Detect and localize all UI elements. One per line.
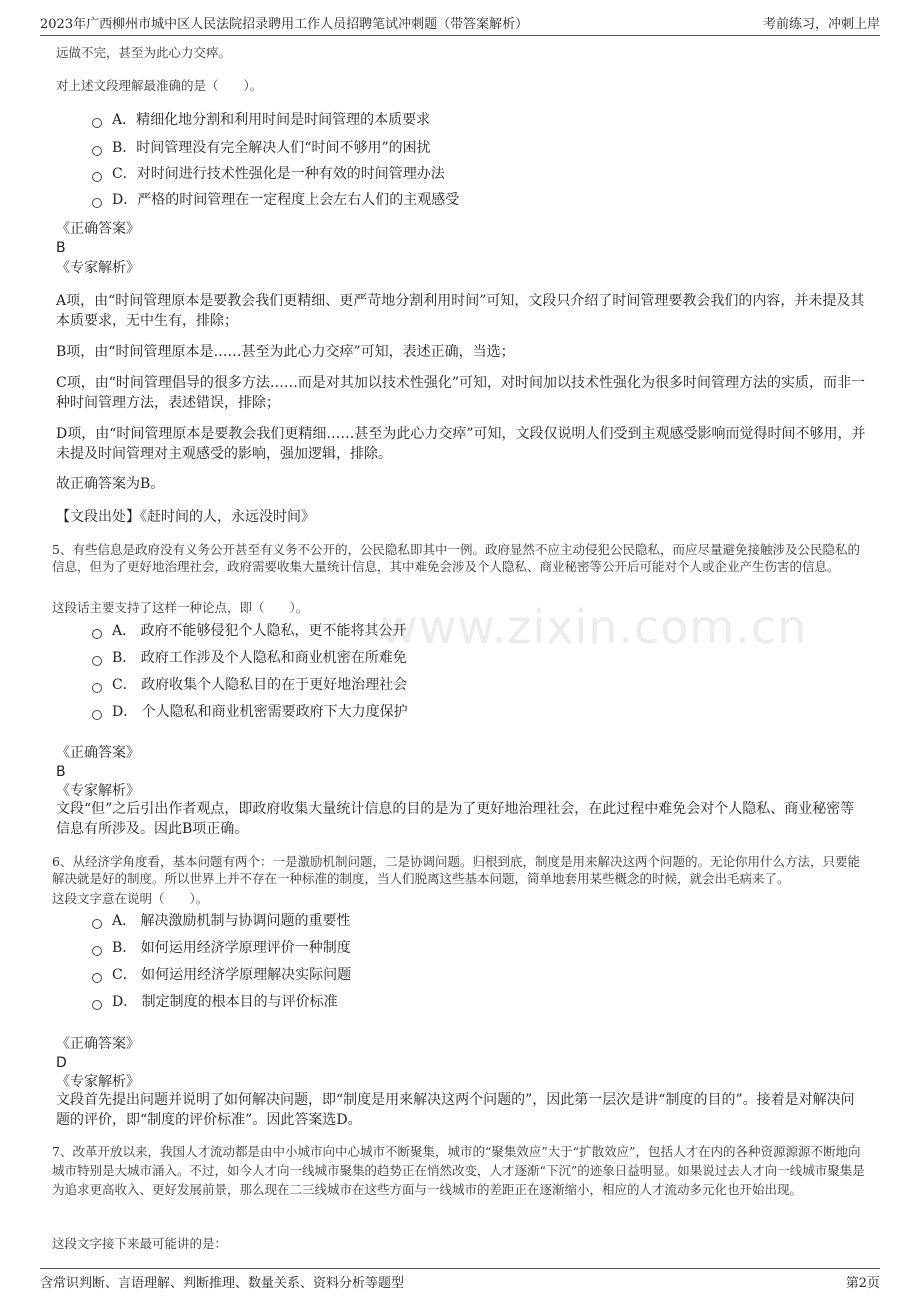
q4-stem-tail: 远做不完，甚至为此心力交瘁。 <box>56 45 232 60</box>
q4-option-a[interactable]: A．精细化地分割和利用时间是时间管理的本质要求 <box>92 110 430 130</box>
radio-icon[interactable] <box>92 919 102 929</box>
q4-option-b[interactable]: B．时间管理没有完全解决人们“时间不够用”的困扰 <box>92 138 431 158</box>
q5-analysis: 文段“但”之后引出作者观点，即政府收集大量统计信息的目的是为了更好地治理社会，在此过程中难免会对个人隐私、商业秘密等信息有所涉及。因此B项正确。 <box>56 801 855 837</box>
q5-analysis-label: 《专家解析》 <box>56 783 140 799</box>
radio-icon[interactable] <box>92 710 102 720</box>
q4-question: 对上述文段理解最准确的是（ ）。 <box>56 78 263 93</box>
q5-question: 这段话主要支持了这样一种论点，即（ ）。 <box>52 600 309 615</box>
q7-stem: 7、改革开放以来，我国人才流动都是由中小城市向中心城市不断聚集，城市的“聚集效应”大于“扩散效应”，包括人才在内的各种资源源源不断地向城市特别是大城市涌入。不过，如今人才向一线城市聚集的趋势正在悄然改变，人才逐渐“下沉”的迹象日益明显。如果说过去人才向一线城市聚集是为追求更高收入、更好发展前景，那么现在二三线城市在这些方面与一线城市的差距正在逐渐缩小，相应的人才流动多元化也开始出现。 <box>52 1144 865 1197</box>
q4-analysis-d: D项，由“时间管理原本是要教会我们更精细……甚至为此心力交瘁”可知，文段仅说明人们受到主观感受影响而觉得时间不够用，并未提及时间管理对主观感受的影响，强加逻辑，排除。 <box>56 426 866 462</box>
radio-icon[interactable] <box>92 172 102 182</box>
q7-question: 这段文字接下来最可能讲的是： <box>52 1236 228 1251</box>
q5-option-b[interactable]: B． 政府工作涉及个人隐私和商业机密在所难免 <box>92 648 407 668</box>
q5-option-c[interactable]: C． 政府收集个人隐私目的在于更好地治理社会 <box>92 675 407 695</box>
radio-icon[interactable] <box>92 1000 102 1010</box>
q4-analysis-c: C项，由“时间管理倡导的很多方法……而是对其加以技术性强化”可知，对时间加以技术性强化为很多时间管理方法的实质，而非一种时间管理方法，表述错误，排除； <box>56 375 866 411</box>
q4-analysis-label: 《专家解析》 <box>56 260 140 276</box>
q4-option-d[interactable]: D．严格的时间管理在一定程度上会左右人们的主观感受 <box>92 190 459 210</box>
page-footer <box>40 1268 880 1294</box>
radio-icon[interactable] <box>92 198 102 208</box>
radio-icon[interactable] <box>92 629 102 639</box>
radio-icon[interactable] <box>92 118 102 128</box>
page-number: 第2页 <box>845 1276 880 1291</box>
radio-icon[interactable] <box>92 683 102 693</box>
q4-option-c[interactable]: C．对时间进行技术性强化是一种有效的时间管理办法 <box>92 164 445 184</box>
q6-answer-label: 《正确答案》 <box>56 1036 140 1052</box>
q4-source: 【文段出处】《赶时间的人，永远没时间》 <box>56 509 315 525</box>
radio-icon[interactable] <box>92 946 102 956</box>
page-header <box>40 10 880 36</box>
radio-icon[interactable] <box>92 656 102 666</box>
q6-stem: 6、从经济学角度看，基本问题有两个：一是激励机制问题，二是协调问题。归根到底，制度是用来解决这两个问题的。无论你用什么方法，只要能解决就是好的制度。所以世界上并不存在一种标准的制度，当人们脱离这些基本问题，简单地套用某些概念的时候，就会出毛病来了。 <box>52 854 860 886</box>
header-slogan: 考前练习，冲刺上岸 <box>762 17 880 32</box>
q6-option-c[interactable]: C． 如何运用经济学原理解决实际问题 <box>92 965 351 985</box>
q4-answer: B <box>56 240 66 256</box>
q5-stem: 5、有些信息是政府没有义务公开甚至有义务不公开的，公民隐私即其中一例。政府显然不应主动侵犯公民隐私，而应尽量避免接触涉及公民隐私的信息，但为了更好地治理社会，政府需要收集大量统计信息，其中难免会涉及个人隐私、商业秘密等公开后可能对个人或企业产生伤害的信息。 <box>52 542 860 574</box>
q4-conclusion: 故正确答案为B。 <box>56 476 165 492</box>
q5-option-d[interactable]: D． 个人隐私和商业机密需要政府下大力度保护 <box>92 702 408 722</box>
q6-analysis: 文段首先提出问题并说明了如何解决问题，即“制度是用来解决这两个问题的”，因此第一层次是讲“制度的目的”。接着是对解决问题的评价，即“制度的评价标准”。因此答案选D。 <box>56 1092 855 1128</box>
q6-option-b[interactable]: B． 如何运用经济学原理评价一种制度 <box>92 938 351 958</box>
q4-analysis-b: B项，由“时间管理原本是……甚至为此心力交瘁”可知，表述正确，当选； <box>56 344 515 360</box>
q5-option-a[interactable]: A． 政府不能够侵犯个人隐私，更不能将其公开 <box>92 621 407 641</box>
q6-answer: D <box>56 1055 67 1071</box>
document-title: 2023年广西柳州市城中区人民法院招录聘用工作人员招聘笔试冲刺题（带答案解析） <box>40 17 529 32</box>
q4-answer-label: 《正确答案》 <box>56 221 140 237</box>
q5-answer-label: 《正确答案》 <box>56 745 140 761</box>
watermark: www.zixin.com.cn <box>380 600 808 654</box>
q6-question: 这段文字意在说明（ ）。 <box>52 891 209 906</box>
radio-icon[interactable] <box>92 973 102 983</box>
radio-icon[interactable] <box>92 146 102 156</box>
q6-option-a[interactable]: A． 解决激励机制与协调问题的重要性 <box>92 911 351 931</box>
footer-topics: 含常识判断、言语理解、判断推理、数量关系、资料分析等题型 <box>40 1276 405 1291</box>
q6-analysis-label: 《专家解析》 <box>56 1074 140 1090</box>
q4-analysis-a: A项，由“时间管理原本是要教会我们更精细、更严苛地分割利用时间”可知，文段只介绍了时间管理要教会我们的内容，并未提及其本质要求，无中生有，排除； <box>56 293 865 329</box>
q6-option-d[interactable]: D． 制定制度的根本目的与评价标准 <box>92 992 338 1012</box>
q5-answer: B <box>56 764 66 780</box>
